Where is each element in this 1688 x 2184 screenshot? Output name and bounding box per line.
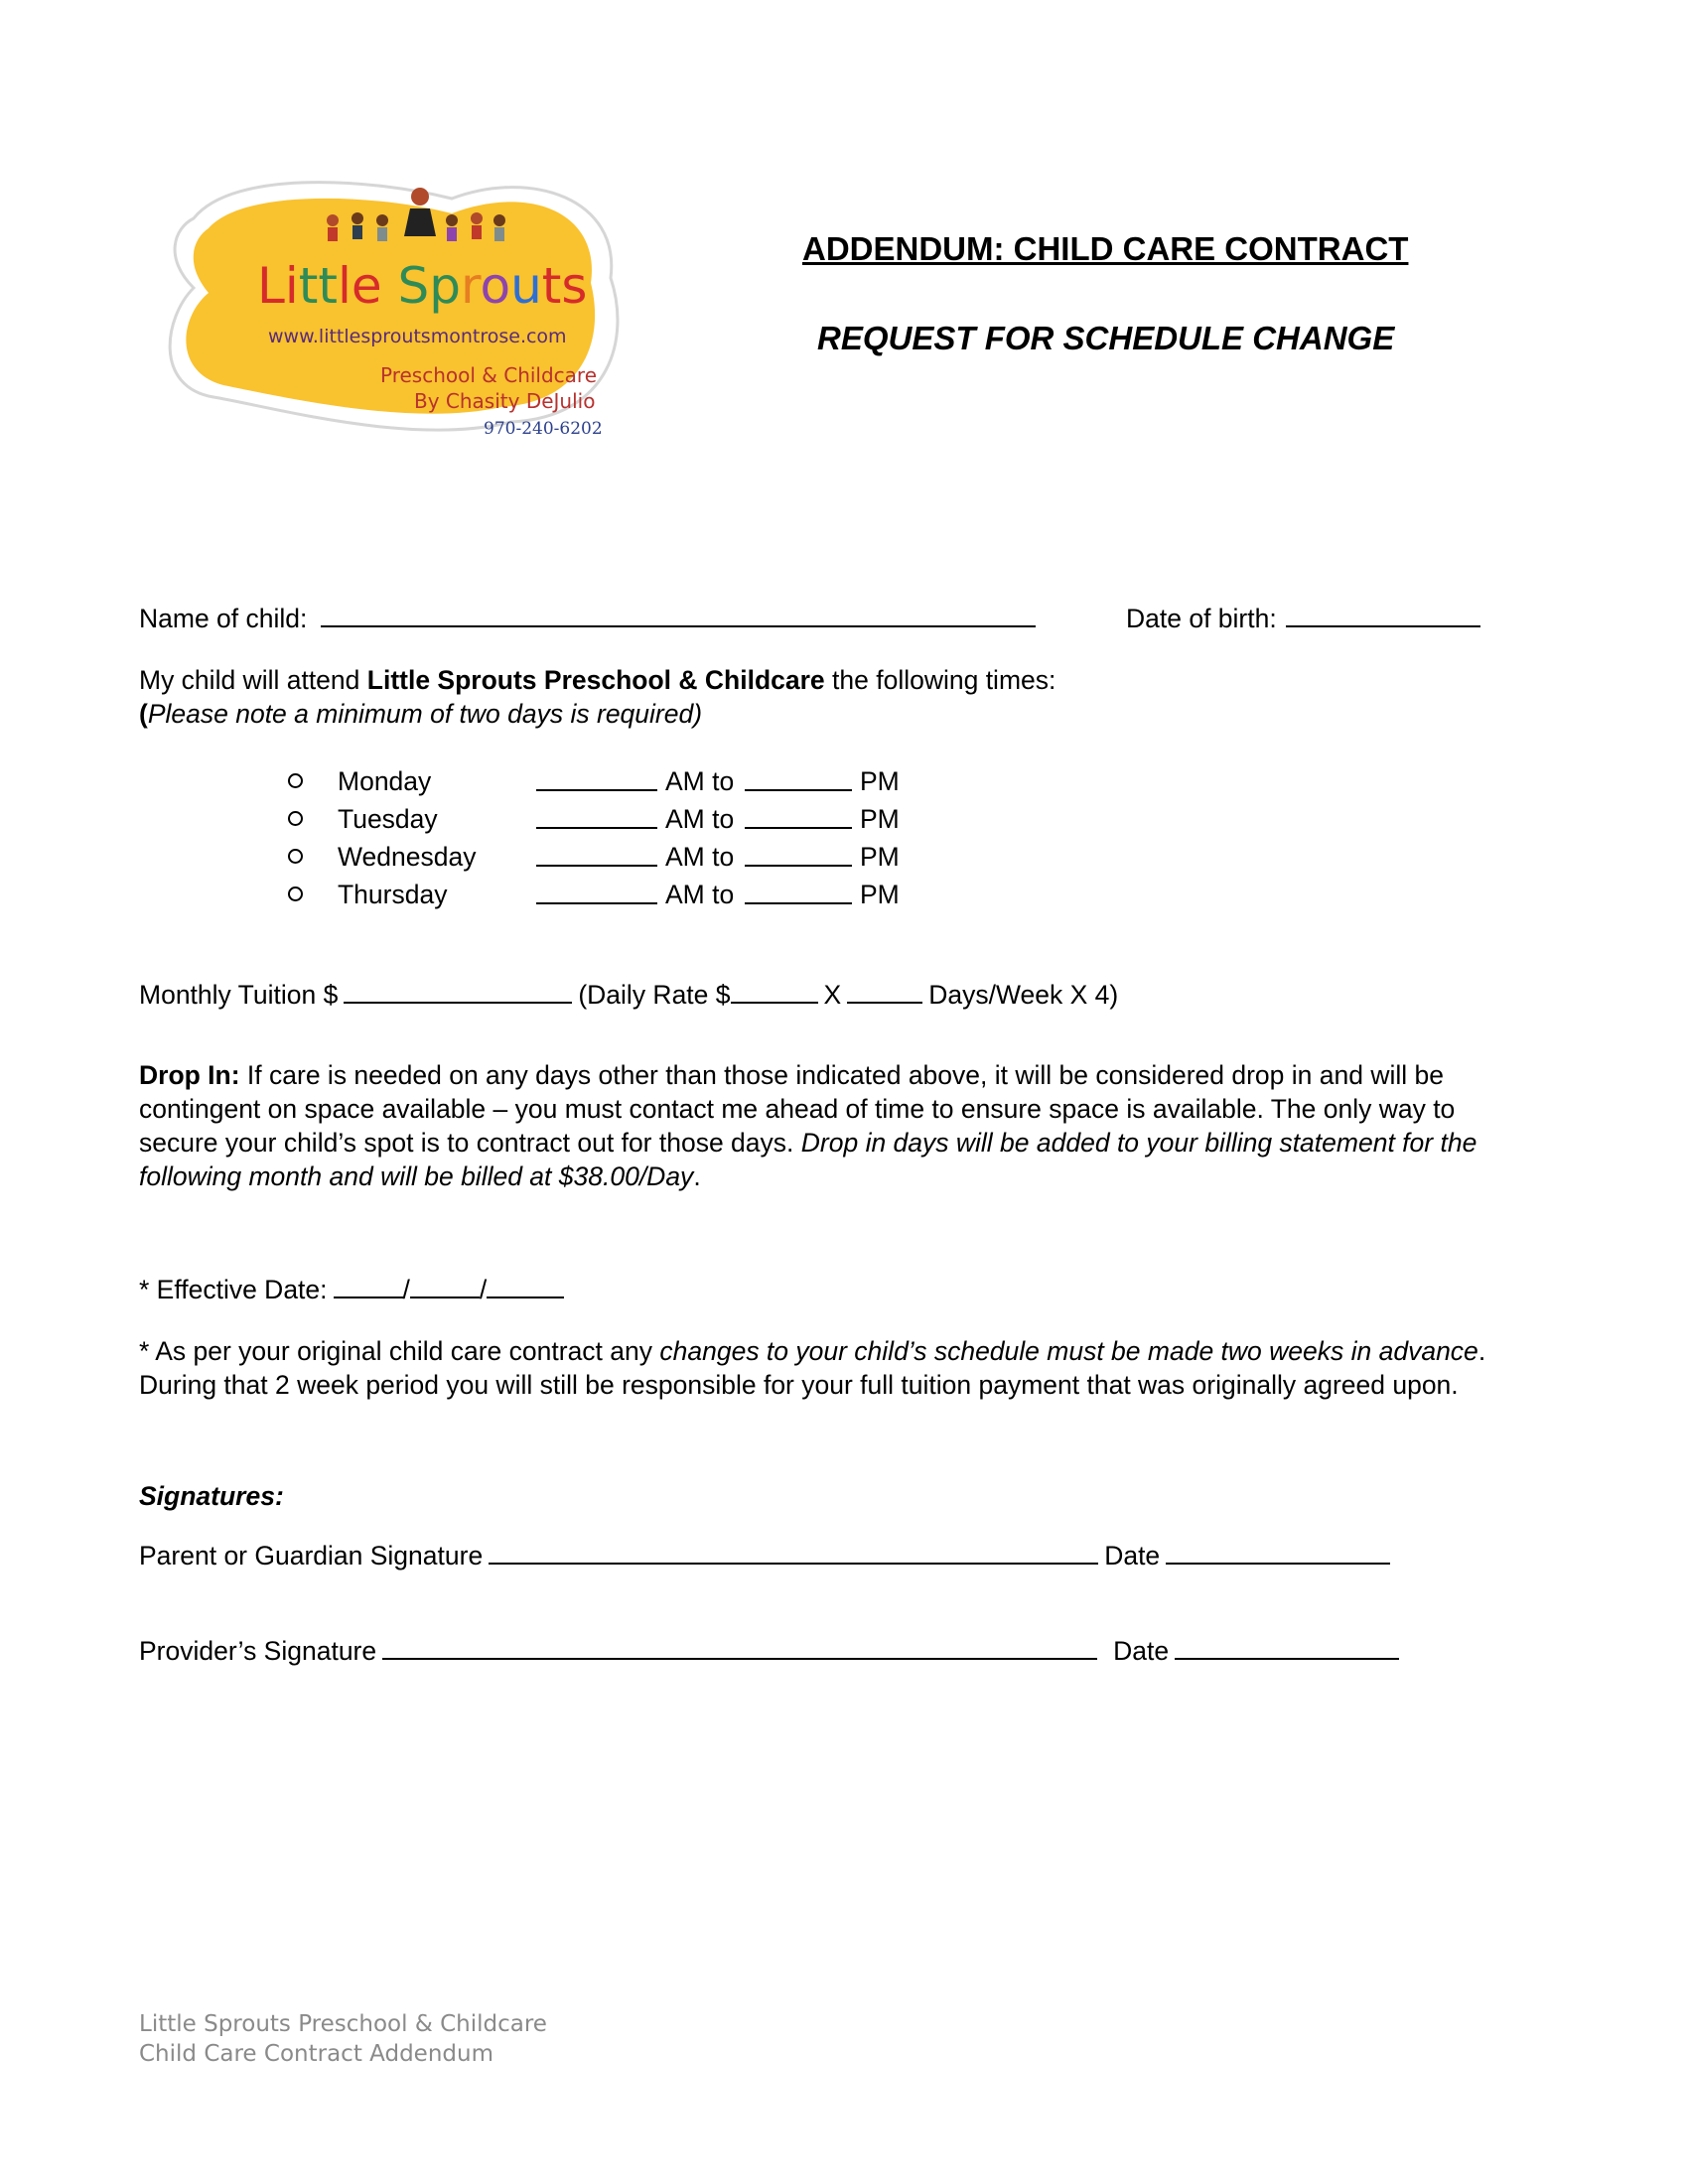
footer-line-1: Little Sprouts Preschool & Childcare xyxy=(139,2011,547,2037)
signatures-heading: Signatures: xyxy=(139,1481,284,1511)
note-text: Please note a minimum of two days is required) xyxy=(147,699,703,729)
monthly-tuition-field[interactable] xyxy=(344,976,572,1004)
effective-month-field[interactable] xyxy=(334,1271,403,1298)
name-label: Name of child: xyxy=(139,604,308,633)
dob-row xyxy=(1126,600,1486,635)
day-label: Wednesday xyxy=(338,842,477,872)
note-paren: ( xyxy=(139,699,148,729)
am-to-label: AM to xyxy=(665,842,735,872)
logo-phone: 970-240-6202 xyxy=(484,419,603,439)
logo-website: www.littlesproutsmontrose.com xyxy=(268,326,567,347)
logo-tagline: Preschool & Childcare xyxy=(380,363,598,387)
pm-label: PM xyxy=(860,804,900,834)
drop-in-text: If care is needed on any days other than those indicated above, it will be considered drop in and will be contingent on space available – you must contact me ahead of time to ensure space is available. The only way to secure your child’s spot is to contract out for those days. xyxy=(139,1060,1456,1158)
day-label: Monday xyxy=(338,766,432,796)
provider-date-field[interactable] xyxy=(1175,1632,1399,1660)
footer-line-2: Child Care Contract Addendum xyxy=(139,2041,493,2067)
thursday-am-field[interactable] xyxy=(536,902,657,904)
schedule-change-notice xyxy=(139,1334,1529,1402)
notice-prefix: * As per your original child care contract any xyxy=(139,1336,660,1366)
monday-radio[interactable] xyxy=(288,773,303,788)
parent-signature-field[interactable] xyxy=(489,1537,1098,1565)
pm-label: PM xyxy=(860,880,900,909)
day-label: Thursday xyxy=(338,880,448,909)
provider-signature-row xyxy=(139,1632,1405,1668)
notice-italic: changes to your child’s schedule must be made two weeks in advance xyxy=(659,1336,1478,1366)
attend-suffix: the following times: xyxy=(824,665,1056,695)
days-per-week-field[interactable] xyxy=(847,976,922,1004)
day-label: Tuesday xyxy=(338,804,438,834)
tuition-row xyxy=(139,976,1118,1012)
little-sprouts-logo xyxy=(154,159,650,457)
drop-in-paragraph xyxy=(139,1058,1529,1193)
thursday-radio[interactable] xyxy=(288,887,303,901)
provider-signature-label: Provider’s Signature xyxy=(139,1636,377,1666)
page-footer xyxy=(139,2009,547,2069)
am-to-label: AM to xyxy=(665,766,735,796)
dob-label: Date of birth: xyxy=(1126,604,1277,633)
drop-in-label: Drop In: xyxy=(139,1060,240,1090)
pm-label: PM xyxy=(860,766,900,796)
am-to-label: AM to xyxy=(665,804,735,834)
tuition-label: Monthly Tuition $ xyxy=(139,980,339,1010)
logo-owner: By Chasity DeJulio xyxy=(414,389,596,413)
drop-in-italic: Drop in days will be added to your billing statement for the following month and will be billed at $38.00/Day xyxy=(139,1128,1477,1191)
daily-rate-label: (Daily Rate $ xyxy=(578,980,731,1010)
effective-day-field[interactable] xyxy=(410,1271,480,1298)
name-row xyxy=(139,600,1042,635)
days-week-label: Days/Week X 4) xyxy=(928,980,1119,1010)
date-label: Date xyxy=(1104,1541,1161,1570)
date-label: Date xyxy=(1113,1636,1170,1666)
page-title: ADDENDUM: CHILD CARE CONTRACT xyxy=(802,230,1409,267)
monday-am-field[interactable] xyxy=(536,789,657,791)
effective-date-label: * Effective Date: xyxy=(139,1275,328,1304)
parent-date-field[interactable] xyxy=(1166,1537,1390,1565)
tuesday-am-field[interactable] xyxy=(536,827,657,829)
minimum-note xyxy=(139,697,702,731)
times-x: X xyxy=(823,980,842,1010)
monday-pm-field[interactable] xyxy=(745,789,852,791)
date-slash: / xyxy=(479,1275,488,1304)
tuesday-pm-field[interactable] xyxy=(745,827,852,829)
effective-date-row xyxy=(139,1271,564,1306)
provider-signature-field[interactable] xyxy=(382,1632,1097,1660)
daily-rate-field[interactable] xyxy=(731,976,818,1004)
attend-prefix: My child will attend xyxy=(139,665,367,695)
page-subtitle: REQUEST FOR SCHEDULE CHANGE xyxy=(817,320,1395,356)
child-name-field[interactable] xyxy=(321,600,1036,627)
tuesday-radio[interactable] xyxy=(288,811,303,826)
wednesday-am-field[interactable] xyxy=(536,865,657,867)
wednesday-radio[interactable] xyxy=(288,849,303,864)
attend-line xyxy=(139,663,1055,697)
notice-suffix: . During that 2 week period you will still be responsible for your full tuition payment that was originally agreed upon. xyxy=(139,1336,1486,1400)
parent-signature-row xyxy=(139,1537,1396,1572)
date-slash: / xyxy=(402,1275,410,1304)
drop-in-end: . xyxy=(693,1161,701,1191)
thursday-pm-field[interactable] xyxy=(745,902,852,904)
effective-year-field[interactable] xyxy=(487,1271,564,1298)
parent-signature-label: Parent or Guardian Signature xyxy=(139,1541,484,1570)
wednesday-pm-field[interactable] xyxy=(745,865,852,867)
logo-name: Little Sprouts xyxy=(257,257,588,315)
pm-label: PM xyxy=(860,842,900,872)
am-to-label: AM to xyxy=(665,880,735,909)
dob-field[interactable] xyxy=(1286,600,1480,627)
attend-bold: Little Sprouts Preschool & Childcare xyxy=(366,665,825,695)
